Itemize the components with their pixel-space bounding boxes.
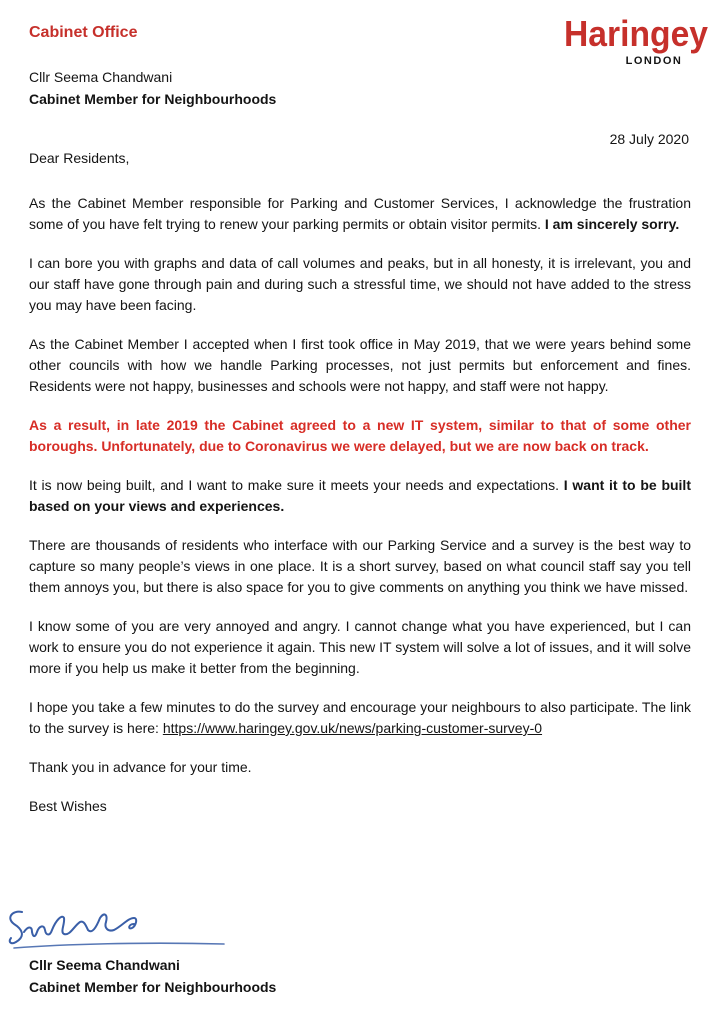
closing: Best Wishes (29, 798, 107, 814)
letter-body (29, 148, 691, 835)
paragraph-it-system: As a result, in late 2019 the Cabinet agreed to a new IT system, similar to that of some other boroughs. Unfortunately, due to Coronavirus we were delayed, but we are now back on track. (29, 417, 691, 454)
paragraph-text: I hope you take a few minutes to do the survey and encourage your neighbours to also participate. The link to the survey is here: (29, 699, 691, 736)
survey-link[interactable]: https://www.haringey.gov.uk/news/parking-customer-survey-0 (162, 720, 543, 736)
paragraph-survey: There are thousands of residents who interface with our Parking Service and a survey is the best way to capture so many people’s views in one place. It is a short survey, based on what council staff say you tell them annoys you, but there is also space for you to give comments on anything you think we have missed. (29, 537, 691, 595)
letter-date: 28 July 2020 (609, 131, 689, 147)
paragraph-history: As the Cabinet Member I accepted when I first took office in May 2019, that we were years behind some other councils with how we handle Parking processes, not just permits but enforcement and fines. Residents were not happy, businesses and schools were not happy, and staff were not happy. (29, 336, 691, 394)
views-bold-text: I want it to be built based on your views and experiences. (29, 477, 691, 514)
sender-block (29, 66, 276, 110)
handwritten-signature (4, 898, 234, 962)
salutation: Dear Residents, (29, 150, 130, 166)
department-heading: Cabinet Office (29, 24, 138, 41)
haringey-logo (560, 6, 712, 70)
logo-subtext: LONDON (625, 55, 683, 67)
paragraph-thanks: Thank you in advance for your time. (29, 759, 252, 775)
paragraph-data: I can bore you with graphs and data of call volumes and peaks, but in all honesty, it is irrelevant, you and our staff have gone through pain and during such a stressful time, we should not have added to the stress you may have been facing. (29, 255, 691, 313)
paragraph-link (29, 697, 691, 739)
paragraph-text: As the Cabinet Member responsible for Parking and Customer Services, I acknowledge the frustration some of you have felt trying to renew your parking permits or obtain visitor permits. (29, 195, 691, 232)
paragraph-annoyed: I know some of you are very annoyed and angry. I cannot change what you have experienced, but I can work to ensure you do not experience it again. This new IT system will solve a lot of issues, and it will solve more if you help us make it better from the beginning. (29, 618, 691, 676)
paragraph-building (29, 475, 691, 517)
sender-name: Cllr Seema Chandwani (29, 69, 173, 85)
sender-title: Cabinet Member for Neighbourhoods (29, 91, 277, 107)
signatory-name: Cllr Seema Chandwani (29, 957, 180, 973)
logo-wordmark: Haringey (564, 13, 708, 54)
paragraph-apology (29, 193, 691, 235)
signatory-title: Cabinet Member for Neighbourhoods (29, 979, 277, 995)
apology-bold-text: I am sincerely sorry. (544, 216, 680, 232)
signatory-block (29, 954, 276, 998)
paragraph-text: It is now being built, and I want to make sure it meets your needs and expectations. (29, 477, 564, 493)
